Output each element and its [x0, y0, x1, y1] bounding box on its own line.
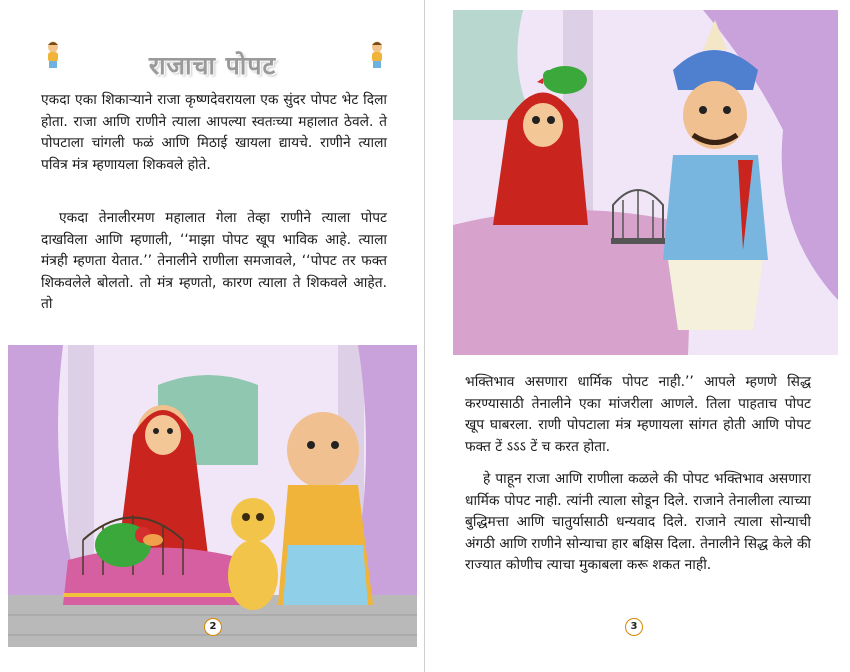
page-number-right: 3 — [625, 618, 643, 636]
story-title: राजाचा पोपट — [148, 51, 277, 80]
queen-parrot-tenali-cat-illustration — [8, 345, 417, 647]
left-paragraph-2: एकदा तेनालीरमण महालात गेला तेव्हा राणीने त्याला पोपट दाखविला आणि म्हणाली, ‘‘माझा पोपट खूप भाविक आहे. त्याला मंत्रही म्हणता येतात.’’ तेनालीने राणीला समजावले, ‘‘पोपट तर फक्त शिकवलेले बोलतो. तो मंत्र म्हणतो, कारण त्याला ते शिकवले आहेत. तो — [41, 210, 387, 313]
right-paragraph-1: भक्तिभाव असणारा धार्मिक पोपट नाही.’’ आपले म्हणणे सिद्ध करण्यासाठी तेनालीने एका मांजरीला आणले. तिला पाहताच पोपट खूप घाबरला. राणी पोपटाला मंत्र म्हणायला सांगत होती आणि पोपट फक्त टें ऽऽऽ टें च करत होता. — [465, 374, 811, 455]
page-number-left: 2 — [204, 618, 222, 636]
left-paragraph-1: एकदा एका शिकाऱ्याने राजा कृष्णदेवरायला एक सुंदर पोपट भेट दिला होता. राजा आणि राणीने त्याला आपल्या स्वतःच्या महालात ठेवले. ते पोपटाला चांगली फळं आणि मिठाई खायला द्यायचे. राणीने त्याला पवित्र मंत्र म्हणायला शिकवले होते. — [41, 92, 387, 173]
right-page — [425, 0, 850, 672]
right-paragraph-2: हे पाहून राजा आणि राणीला कळले की पोपट भक्तिभाव असणारा धार्मिक पोपट नाही. त्यांनी त्याला सोडून दिले. राजाने तेनालीला त्याच्या बुद्धिमत्ता आणि चातुर्यासाठी धन्यवाद दिले. राजाने त्याला सोन्याची अंगठी आणि राणीने सोन्याचा हार बक्षिस दिला. तेनालीने सिद्ध केले की राज्यात कोणीच त्याचा मुकाबला करू शकत नाही. — [465, 471, 811, 574]
king-queen-empty-cage-illustration — [453, 10, 838, 355]
